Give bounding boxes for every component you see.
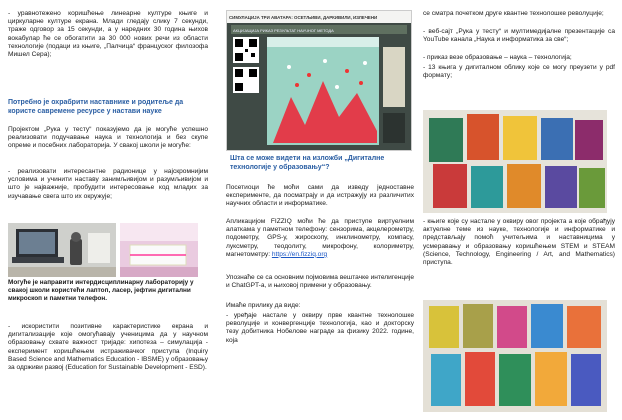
fizziq-paragraph — [226, 218, 414, 259]
middle-column — [218, 0, 414, 420]
fizziq-link[interactable]: https://en.fizziq.org — [271, 250, 328, 258]
revolution-text: се сматра почетком друге квантне технолошке револуције; — [423, 10, 604, 17]
books-photo-bottom — [423, 300, 607, 412]
ai-paragraph: Упознаће се са основним појмовима вештачке интелигенције и ChatGPT-а, и њиховој примени у образовању. — [226, 274, 414, 290]
fizziq-text: Апликацијом FIZZIQ моћи ће да приступе виртуелним алаткама у паметном телефону: сензорима, акцелерометру, подометру, GPS-у, жироскопу, инклинометру, компасу, луксметру, теодолиту, микрофону, колориметру, магнетометру: — [226, 218, 414, 258]
website-bullet: - веб-сајт „Рука у тесту“ и мултимедијалне презентације са YouTube канала „Наука и информатика за све“; — [423, 28, 615, 44]
see-paragraph: Имаће прилику да виде: — [226, 302, 301, 309]
screens-paragraph: - искористити позитивне карактеристике екрана и дигитализације које омогућавају ученицима да у научном образовању схвате важност тријаде: хипотеза – симулација - експеримент коришћењем истраживачког приступа (Inquiry Based Science and Mathematics Education - IBSME) у образовању за одрживи развој (Education for Sustainable Development - ESD). — [8, 323, 208, 372]
lab-caption: Могуће је направити интердисциплинарну лабораторију у свакој школи користећи лаптоп, ласер, јефтин дигитални микроскоп и паметни телефон. — [8, 279, 194, 302]
right-column — [423, 0, 615, 420]
link-bullet: - приказ везе образовање – наука – технологија; — [423, 54, 572, 61]
books-photo-top — [423, 110, 607, 213]
visitors-paragraph: Посетиоци ће моћи сами да изведу једноставне експерименте, да посматрају и да истражују из различитих научних области и информатике. — [226, 184, 414, 208]
exhibition-heading: Шта се може видети на изложби „Дигиталне технологије у образовању“? — [230, 155, 385, 171]
slide-banner-text: АКЦИЈАЦИЈА РИКАЗ РЕЗУЛЬТАТ НАУЧНОГ МЕТОДА — [233, 28, 334, 33]
simulation-slide-image — [226, 10, 412, 151]
quantum-paragraph: - уређаје настале у оквиру прве квантне технолошке револуције и конвергенције технологија, као и докторску тезу добитника Нобелове награде за физику 2022. године, која — [226, 312, 414, 344]
intro-bullet: - уравнотежено коришћење линеарне културе књиге и циркуларне културе екрана. Млади гледају слику 7 секунди, траже одговор за 15 секунди, а у наредних 30 година њихов вокабулар ће се обогатити за 30 000 нових речи из области технологије (подаци из књиге, „Палчица“ француског филозофа Мишел Сера); — [8, 10, 208, 59]
slide-header-text: СИМУЛАЦИЈА ТРИ АВАТАРА: ОСЕТЉИВИ, ДАРКИВИЛИ, ИЗЛЕЧЕНИ — [229, 15, 378, 20]
project-paragraph: Пројектом „Рука у тесту“ показујемо да је могуће успешно реализовати подучавање наука и технологија и без скупе опреме и посебних лабораторија. У свакој школи је могуће: — [8, 126, 208, 150]
laptop-microscope-photo — [8, 223, 116, 277]
section-heading: Потребно је охрабрити наставнике и родитеље да користе савремене ресурсе у настави науке — [8, 99, 184, 115]
laser-experiment-photo — [120, 223, 198, 277]
ebooks-bullet: - 13 књига у дигиталном облику које се могу преузети у pdf формату; — [423, 64, 615, 80]
workshops-paragraph: - реализовати интересантне радионице у најскромнијим условима и учинити наставу занимљивијом и разумљивијом и што је најважније, пробудити интересовање код младих за изучавање свега што их окружује; — [8, 168, 208, 200]
left-column — [8, 0, 208, 420]
books-paragraph: - књиге које су настале у оквиру овог пројекта а које обрађују актуелне теме из науке, технологије и информатике и представљају помоћ учитељима и наставницима у усмеравању и образовању коришћењем STEM и STEAM (Science, Technology, Engineering / Art, and Mathematics) приступа. — [423, 218, 615, 267]
